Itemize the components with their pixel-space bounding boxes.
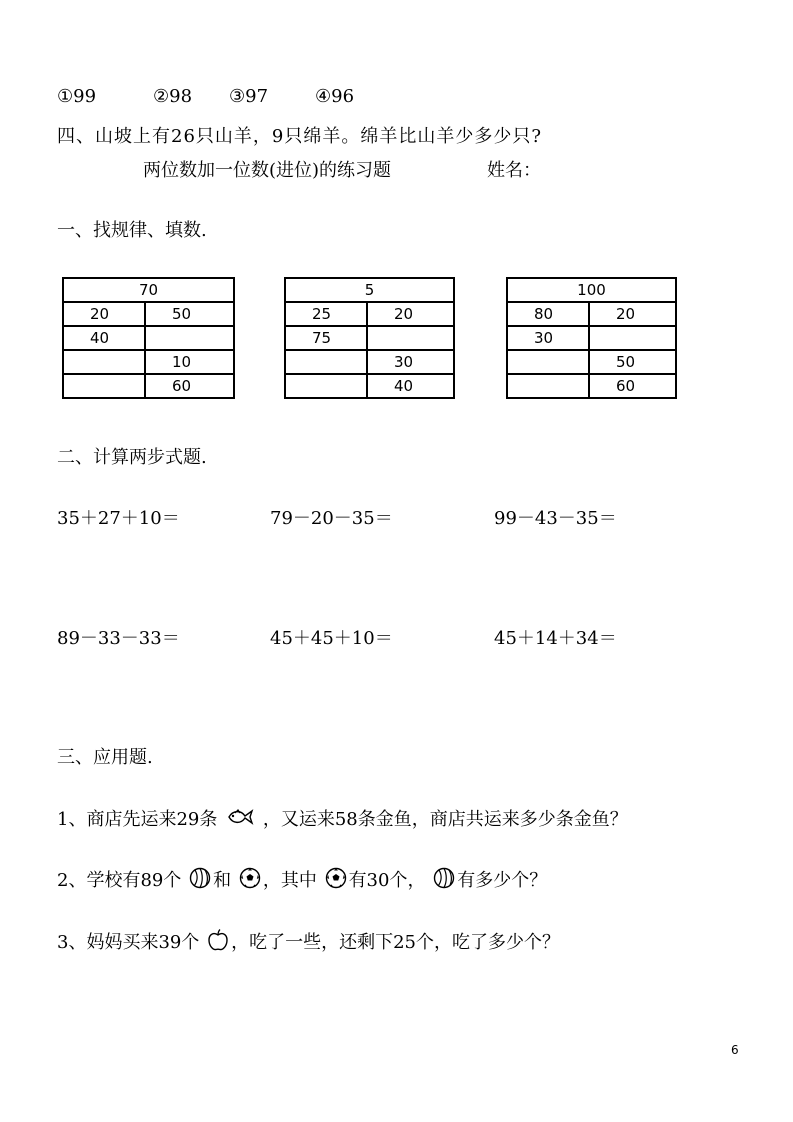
equation-3: 99－43－35＝ <box>494 508 617 529</box>
q3-text-after: ，吃了一些，还剩下25个，吃了多少个？ <box>231 932 560 953</box>
q1-text-before: 1、商店先运来29条 <box>57 809 218 830</box>
page-number: 6 <box>731 1043 739 1057</box>
choice-3: ③97 <box>229 86 269 107</box>
table-head: 100 <box>507 278 676 302</box>
table-head: 5 <box>285 278 454 302</box>
equation-2: 79－20－35＝ <box>270 508 393 529</box>
table-head: 70 <box>63 278 234 302</box>
table-cell <box>285 374 367 398</box>
table-cell: 20 <box>367 302 454 326</box>
volleyball-icon <box>189 867 211 895</box>
q2-text-1: 2、学校有89个 <box>57 870 182 891</box>
football-icon <box>239 867 261 895</box>
table-cell: 20 <box>589 302 676 326</box>
table-cell: 50 <box>145 302 234 326</box>
pattern-table-3 <box>506 277 677 399</box>
table-cell <box>589 326 676 350</box>
table-cell: 40 <box>367 374 454 398</box>
volleyball-icon <box>433 867 455 895</box>
section-1-heading: 一、找规律、填数. <box>57 220 207 241</box>
word-problem-3 <box>57 928 560 958</box>
table-cell <box>63 374 145 398</box>
table-cell: 60 <box>145 374 234 398</box>
table-cell <box>285 350 367 374</box>
pattern-table-1 <box>62 277 235 399</box>
q2-text-5: 有多少个？ <box>457 870 548 891</box>
choice-2: ②98 <box>153 86 193 107</box>
q3-text-before: 3、妈妈买来39个 <box>57 932 200 953</box>
pattern-table-2 <box>284 277 455 399</box>
apple-icon <box>207 928 229 958</box>
table-cell: 50 <box>589 350 676 374</box>
choice-1: ①99 <box>57 86 97 107</box>
q2-text-3: ，其中 <box>262 870 317 891</box>
answer-choices <box>57 86 354 108</box>
word-problem-1 <box>57 807 628 833</box>
goldfish-icon <box>225 807 255 833</box>
section-2-heading: 二、计算两步式题. <box>57 447 207 468</box>
q1-text-after: ，又运来58条金鱼，商店共运来多少条金鱼？ <box>262 809 628 830</box>
table-cell <box>507 374 589 398</box>
table-cell: 80 <box>507 302 589 326</box>
table-cell: 40 <box>63 326 145 350</box>
table-cell <box>367 326 454 350</box>
q2-text-2: 和 <box>213 870 232 891</box>
table-cell: 30 <box>507 326 589 350</box>
table-cell <box>63 350 145 374</box>
q2-text-4: 有30个， <box>348 870 426 891</box>
equation-6: 45＋14＋34＝ <box>494 628 617 649</box>
table-cell: 60 <box>589 374 676 398</box>
football-icon <box>325 867 347 895</box>
table-cell <box>507 350 589 374</box>
table-cell: 75 <box>285 326 367 350</box>
equation-5: 45＋45＋10＝ <box>270 628 393 649</box>
table-cell: 20 <box>63 302 145 326</box>
equation-4: 89－33－33＝ <box>57 628 180 649</box>
table-cell: 10 <box>145 350 234 374</box>
section-3-heading: 三、应用题. <box>57 747 153 768</box>
previous-question: 四、山坡上有26只山羊，9只绵羊。绵羊比山羊少多少只? <box>57 126 543 147</box>
worksheet-title: 两位数加一位数(进位)的练习题 <box>143 160 392 181</box>
word-problem-2 <box>57 867 547 895</box>
name-label: 姓名： <box>487 160 541 181</box>
table-cell <box>145 326 234 350</box>
table-cell: 25 <box>285 302 367 326</box>
equation-1: 35＋27＋10＝ <box>57 508 180 529</box>
choice-4: ④96 <box>315 86 355 107</box>
table-cell: 30 <box>367 350 454 374</box>
